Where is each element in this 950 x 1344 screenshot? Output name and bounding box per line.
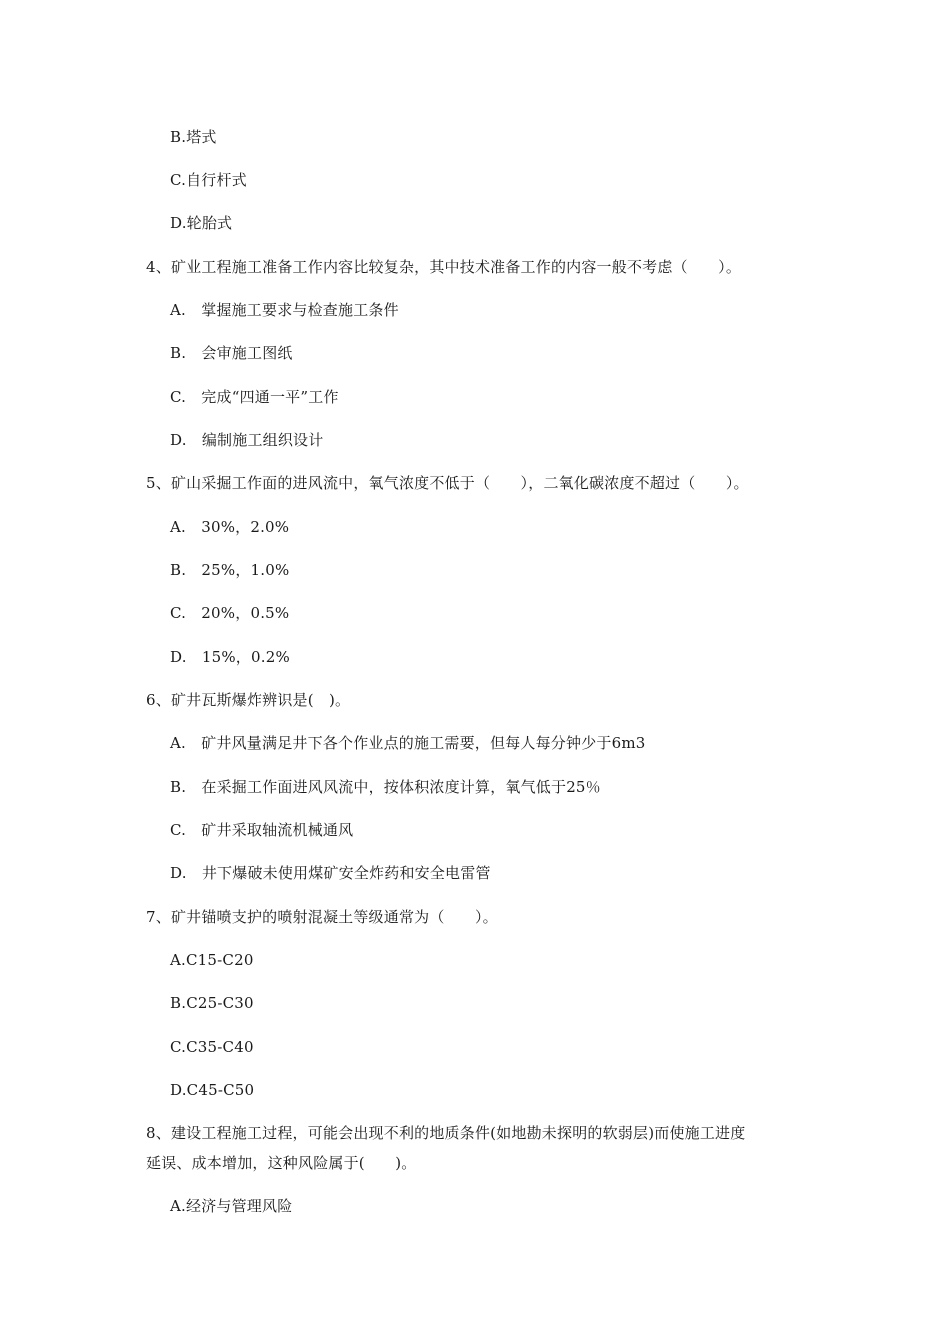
option-line: D. 井下爆破未使用煤矿安全炸药和安全电雷管	[170, 864, 491, 882]
option-line: C.自行杆式	[170, 171, 247, 189]
option-line: C.C35-C40	[170, 1038, 254, 1056]
question-line: 8、建设工程施工过程，可能会出现不利的地质条件(如地勘未探明的软弱层)而使施工进度	[146, 1124, 746, 1142]
option-line: D. 编制施工组织设计	[170, 431, 324, 449]
option-line: B. 会审施工图纸	[170, 344, 293, 362]
option-line: B. 在采掘工作面进风风流中，按体积浓度计算，氧气低于25％	[170, 778, 601, 796]
option-line: A.经济与管理风险	[170, 1197, 293, 1215]
option-line: C. 20%，0.5%	[170, 604, 290, 622]
option-line: C. 完成“四通一平”工作	[170, 388, 339, 406]
option-line: B.塔式	[170, 128, 217, 146]
question-line-continued: 延误、成本增加，这种风险属于( )。	[146, 1154, 417, 1172]
option-line: B.C25-C30	[170, 994, 254, 1012]
question-line: 7、矿井锚喷支护的喷射混凝土等级通常为（ ）。	[146, 908, 498, 926]
option-line: D. 15%，0.2%	[170, 648, 290, 666]
option-line: D.C45-C50	[170, 1081, 255, 1099]
option-line: A. 30%，2.0%	[170, 518, 290, 536]
option-line: D.轮胎式	[170, 214, 233, 232]
option-line: A.C15-C20	[170, 951, 254, 969]
question-line: 4、矿业工程施工准备工作内容比较复杂，其中技术准备工作的内容一般不考虑（ ）。	[146, 258, 742, 276]
option-line: A. 矿井风量满足井下各个作业点的施工需要，但每人每分钟少于6m3	[170, 734, 646, 752]
question-line: 6、矿井瓦斯爆炸辨识是( )。	[146, 691, 351, 709]
option-line: A. 掌握施工要求与检查施工条件	[170, 301, 399, 319]
option-line: C. 矿井采取轴流机械通风	[170, 821, 354, 839]
question-line: 5、矿山采掘工作面的进风流中，氧气浓度不低于（ ），二氧化碳浓度不超过（ ）。	[146, 474, 749, 492]
option-line: B. 25%，1.0%	[170, 561, 290, 579]
